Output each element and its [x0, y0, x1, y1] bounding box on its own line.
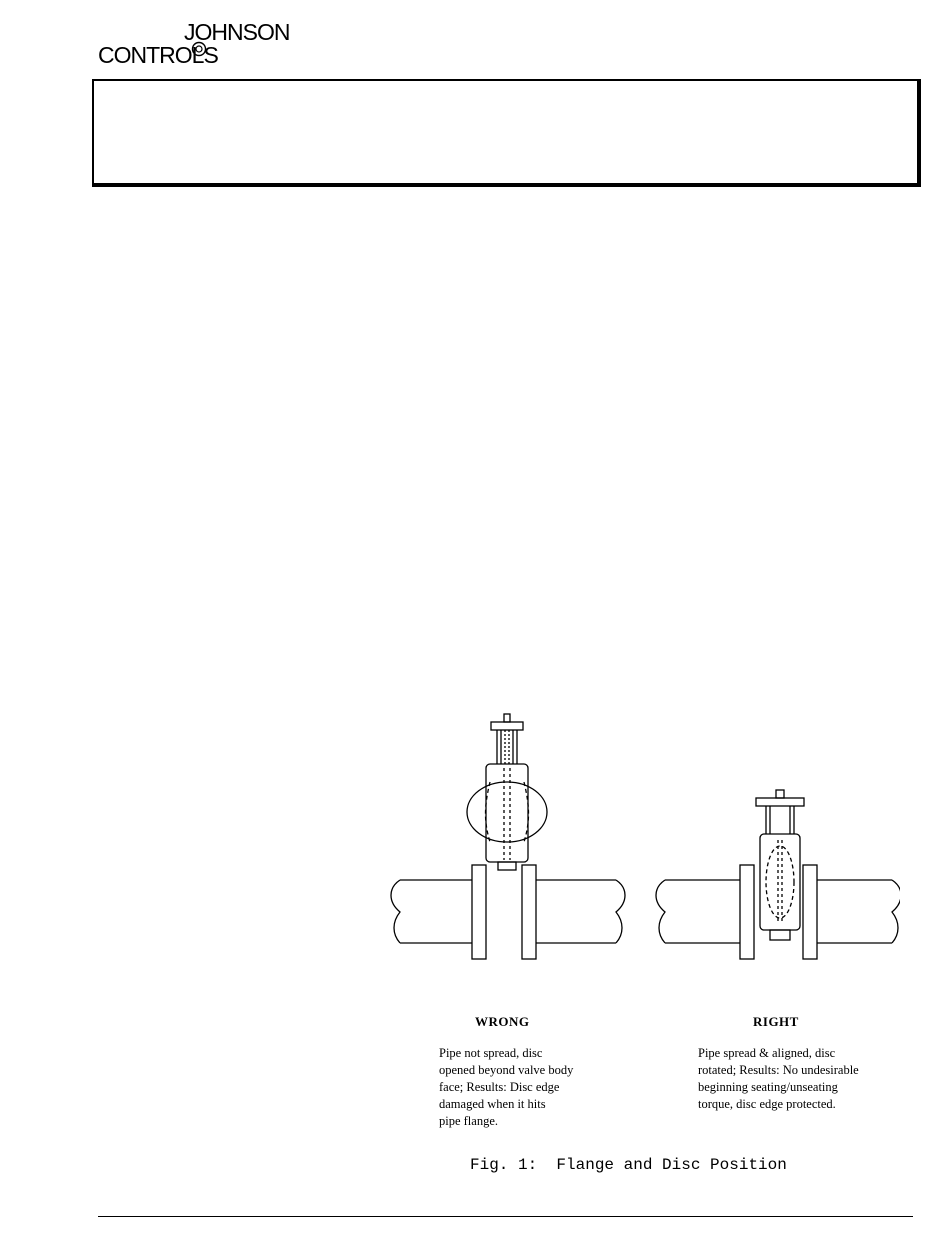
wrong-caption-line: Pipe not spread, disc [439, 1046, 543, 1060]
flange-disc-figure [380, 712, 900, 982]
footer-rule [98, 1216, 913, 1217]
wrong-label: WRONG [475, 1014, 530, 1029]
wrong-caption-line: damaged when it hits [439, 1097, 546, 1111]
right-caption [698, 1045, 859, 1113]
right-drawing [656, 790, 900, 959]
wrong-caption-line: opened beyond valve body [439, 1063, 574, 1077]
logo-line-2: CONTROLS [98, 42, 218, 68]
wrong-caption-line: pipe flange. [439, 1114, 499, 1128]
right-caption-line: torque, disc edge protected. [698, 1097, 836, 1111]
wrong-caption [439, 1045, 573, 1130]
wrong-drawing [391, 714, 625, 959]
header-box [92, 79, 921, 187]
johnson-controls-logo [98, 20, 298, 70]
right-caption-line: rotated; Results: No undesirable [698, 1063, 859, 1077]
right-caption-line: Pipe spread & aligned, disc [698, 1046, 836, 1060]
figure-title: Fig. 1: Flange and Disc Position [470, 1156, 787, 1174]
logo-line-1: JOHNSON [184, 19, 290, 45]
right-label: RIGHT [753, 1014, 799, 1029]
wrong-caption-line: face; Results: Disc edge [439, 1080, 560, 1094]
right-caption-line: beginning seating/unseating [698, 1080, 838, 1094]
